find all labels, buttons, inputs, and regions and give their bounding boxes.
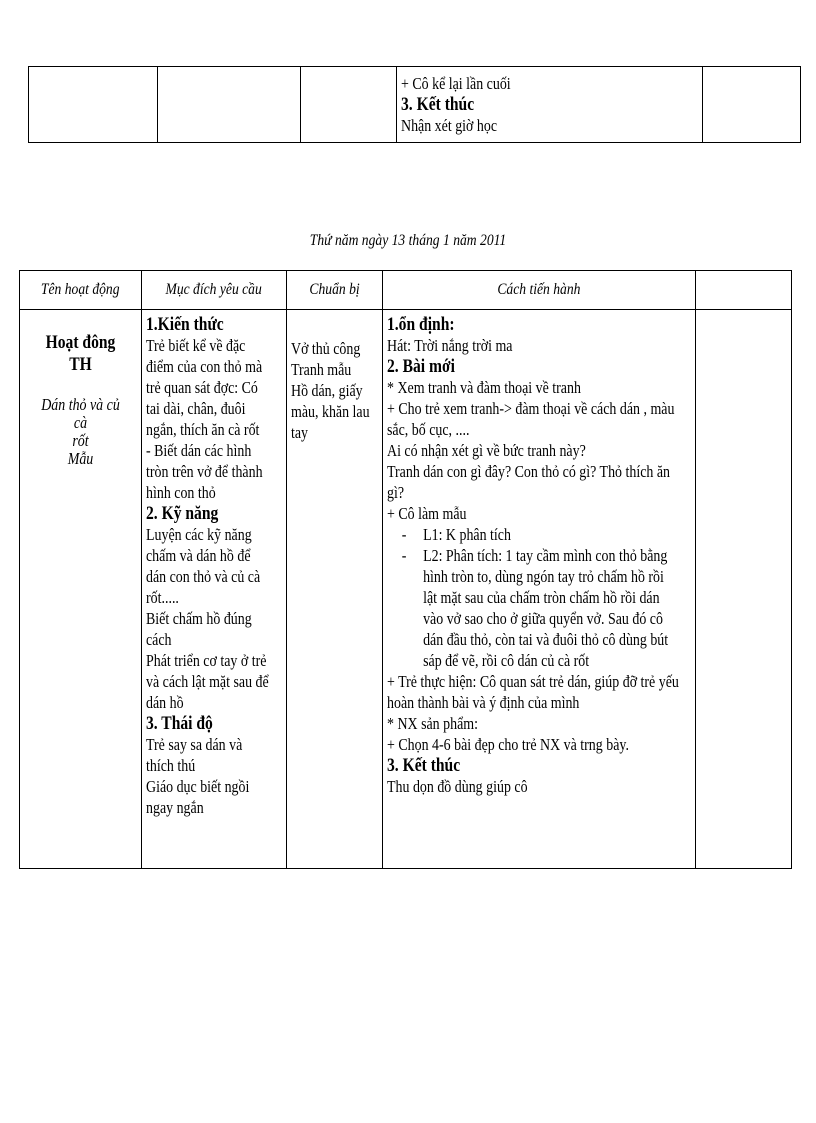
process-list-item-l2: - L2: Phân tích: 1 tay cầm mình con thỏ bằng	[401, 546, 668, 565]
date-heading: Thứ năm ngày 13 tháng 1 năm 2011	[309, 232, 507, 249]
prep-line: Vở thủ công	[291, 339, 361, 358]
process-heading-end: 3. Kết thúc	[387, 755, 461, 776]
process-line: dán đầu thỏ, còn tai và đuôi thỏ cô dùng bút	[423, 630, 669, 649]
process-line: Tranh dán con gì đây? Con thỏ có gì? Thỏ thích ăn	[387, 462, 671, 481]
purpose-heading-skills: 2. Kỹ năng	[146, 503, 219, 524]
process-line: hình tròn to, dùng ngón tay trỏ chấm hồ rồi	[423, 567, 664, 586]
header-process: Cách tiến hành	[383, 271, 696, 310]
purpose-line: trẻ quan sát đợc: Có	[146, 378, 258, 397]
purpose-line: thích thú	[146, 756, 196, 775]
purpose-line: Luyện các kỹ năng	[146, 525, 252, 544]
purpose-line: - Biết dán các hình	[146, 441, 252, 460]
activity-subtitle-3: Mẫu	[67, 449, 94, 468]
top-cell-4	[397, 67, 703, 143]
top-cell-5	[703, 67, 801, 143]
purpose-line: điểm của con thỏ mà	[146, 357, 263, 376]
top-cell-2	[158, 67, 301, 143]
process-line: Ai có nhận xét gì về bức tranh này?	[387, 441, 586, 460]
purpose-heading-knowledge: 1.Kiến thức	[146, 314, 224, 335]
purpose-heading-attitude: 3. Thái độ	[146, 713, 213, 734]
purpose-line: dán hồ	[146, 693, 184, 712]
extra-cell	[696, 310, 792, 869]
process-heading-new-lesson: 2. Bài mới	[387, 356, 455, 377]
process-line: gì?	[387, 483, 405, 502]
process-line: Thu dọn đồ dùng giúp cô	[387, 777, 528, 796]
process-line: Hát: Trời nắng trời ma	[387, 336, 513, 355]
prep-line: tay	[291, 423, 309, 442]
process-line: hoàn thành bài và ý định của mình	[387, 693, 580, 712]
purpose-line: ngay ngắn	[146, 798, 204, 817]
purpose-line: và cách lật mặt sau để	[146, 672, 269, 691]
process-line: + Chọn 4-6 bài đẹp cho trẻ NX và trng bày.	[387, 735, 629, 754]
process-line: * NX sản phẩm:	[387, 714, 478, 733]
header-activity: Tên hoạt động	[20, 271, 142, 310]
process-line: + Cho trẻ xem tranh-> đàm thoại về cách dán , màu	[387, 399, 675, 418]
top-line-2: 3. Kết thúc	[401, 94, 475, 115]
process-line: + Trẻ thực hiện: Cô quan sát trẻ dán, giúp đỡ trẻ yếu	[387, 672, 679, 691]
process-line: vào vở sao cho ở giữa quyển vở. Sau đó cô	[423, 609, 663, 628]
process-line: sáp để vẽ, rồi cô dán củ cà rốt	[423, 651, 590, 670]
purpose-line: Phát triển cơ tay ở trẻ	[146, 651, 267, 670]
purpose-line: hình con thỏ	[146, 483, 216, 502]
purpose-line: Trẻ say sa dán và	[146, 735, 243, 754]
top-cell-3	[301, 67, 397, 143]
prep-cell	[287, 310, 383, 869]
top-line-1: + Cô kể lại lần cuối	[401, 74, 511, 93]
purpose-line: tròn trên vở để thành	[146, 462, 263, 481]
process-line: sắc, bố cục, ....	[387, 420, 470, 439]
purpose-line: dán con thỏ và củ cà	[146, 567, 261, 586]
process-line: + Cô làm mẫu	[387, 504, 467, 523]
process-list-item-l1: - L1: K phân tích	[401, 525, 511, 544]
purpose-line: rốt.....	[146, 588, 179, 607]
purpose-line: Trẻ biết kể về đặc	[146, 336, 246, 355]
activity-title: Hoạt đông TH	[45, 332, 116, 375]
top-cell-1	[29, 67, 158, 143]
header-prep: Chuẩn bị	[287, 271, 383, 310]
process-cell	[383, 310, 696, 869]
process-line: lật mặt sau của chấm tròn chấm hồ rồi dán	[423, 588, 660, 607]
purpose-line: chấm và dán hồ để	[146, 546, 251, 565]
header-empty	[696, 271, 792, 310]
activity-cell	[20, 310, 142, 869]
top-line-3: Nhận xét giờ học	[401, 116, 498, 135]
prep-line: Hồ dán, giấy	[291, 381, 363, 400]
purpose-line: cách	[146, 630, 172, 649]
lesson-table	[19, 270, 792, 869]
prep-line: Tranh mẫu	[291, 360, 352, 379]
process-heading-stabilize: 1.ổn định:	[387, 314, 455, 335]
top-table	[28, 66, 801, 143]
purpose-cell	[142, 310, 287, 869]
purpose-line: tai dài, chân, đuôi	[146, 399, 246, 418]
process-line: * Xem tranh và đàm thoại về tranh	[387, 378, 581, 397]
purpose-line: ngắn, thích ăn cà rốt	[146, 420, 260, 439]
prep-line: màu, khăn lau	[291, 402, 370, 421]
purpose-line: Giáo dục biết ngồi	[146, 777, 250, 796]
activity-subtitle-1: Dán thỏ và củ cà	[41, 395, 120, 432]
activity-subtitle-2: rốt	[72, 431, 89, 450]
purpose-line: Biết chấm hồ đúng	[146, 609, 252, 628]
header-purpose: Mục đích yêu cầu	[142, 271, 287, 310]
